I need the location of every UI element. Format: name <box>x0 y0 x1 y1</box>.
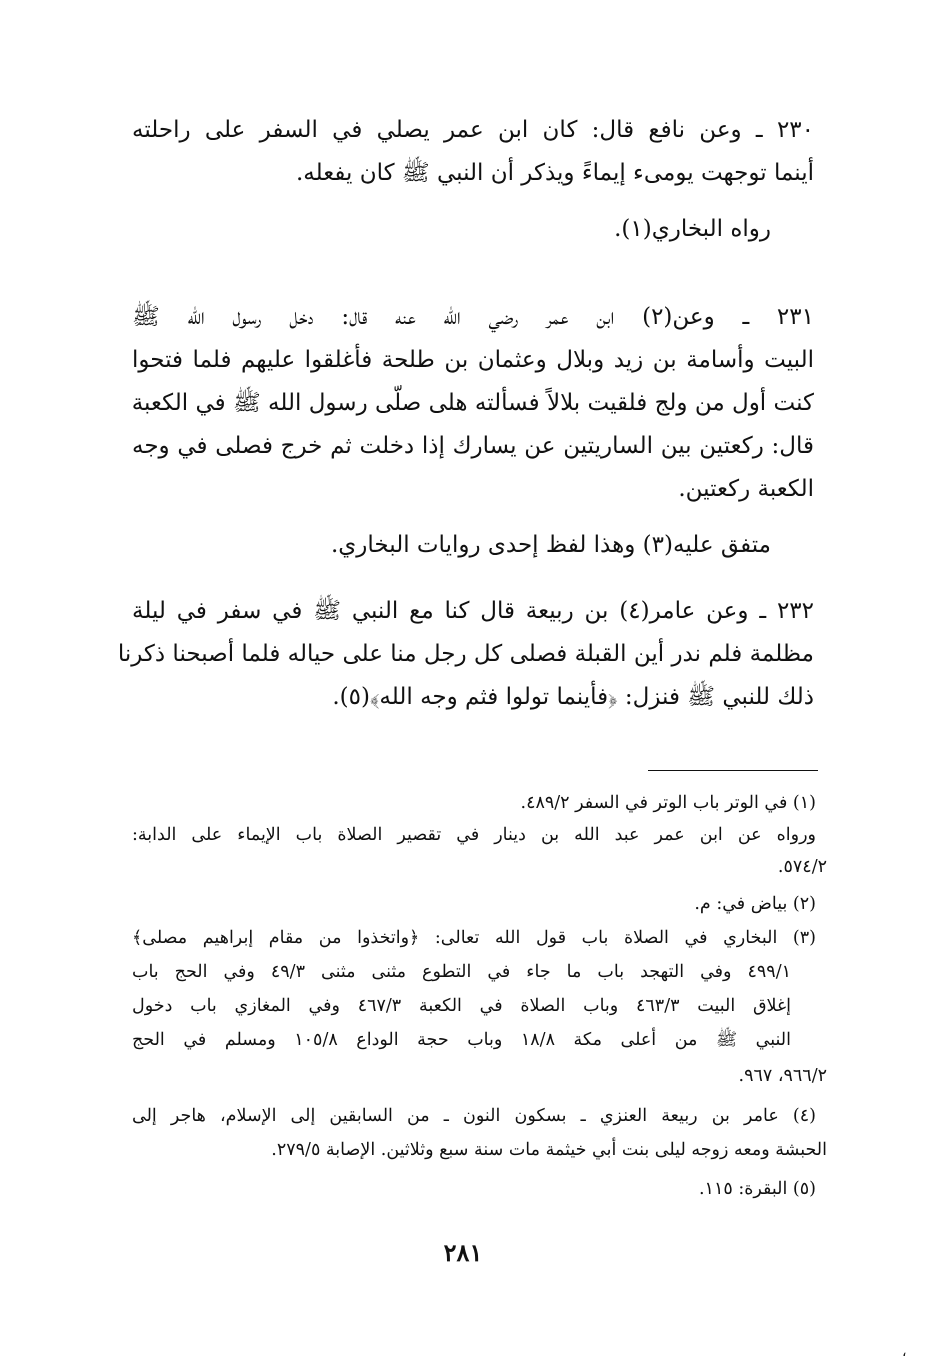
footnote-2: (٢) بياض في: م. <box>694 894 816 914</box>
corner-mark: ، <box>902 1344 907 1360</box>
footnote-3-cont-3: النبي ﷺ من أعلى مكة ١٨/٨ وباب حجة الوداع ١٠٥/٨ ومسلم في الحج <box>132 1030 791 1050</box>
footnote-3-cont-1: ٤٩٩/١ وفي التهجد باب ما جاء في التطوع مثنى مثنى ٤٩/٣ وفي الحج باب <box>132 962 791 982</box>
hadith-230-line-1: ٢٣٠ ـ وعن نافع قال: كان ابن عمر يصلي في السفر على راحلته <box>132 117 814 143</box>
hadith-230-source: رواه البخاري(١). <box>614 216 771 242</box>
hadith-231-line-1: ٢٣١ ـ وعن(٢) ابن عمر رضي الله عنه قال: دخل رسول الله ﷺ <box>132 304 814 330</box>
hadith-231-line-4: قال: ركعتين بين الساريتين عن يسارك إذا دخلت ثم خرج فصلى في وجه <box>132 433 814 459</box>
footnote-3-cont-4: ٩٦٦/٢، ٩٦٧. <box>738 1066 827 1086</box>
footnote-5: (٥) البقرة: ١١٥. <box>698 1179 816 1199</box>
footnote-3: (٣) البخاري في الصلاة باب قول الله تعالى: ﴿واتخذوا من مقام إبراهيم مصلى﴾ <box>132 928 816 948</box>
footnote-3-cont-2: إغلاق البيت ٤٦٣/٣ وباب الصلاة في الكعبة ٤٦٧/٣ وفي المغازي باب دخول <box>132 996 791 1016</box>
hadith-231-line-5: الكعبة ركعتين. <box>678 476 814 502</box>
hadith-231-source: متفق عليه(٣) وهذا لفظ إحدى روايات البخاري. <box>330 532 771 558</box>
footnote-1-cont-2: ٥٧٤/٢. <box>777 857 827 877</box>
hadith-232-line-1: ٢٣٢ ـ وعن عامر(٤) بن ربيعة قال كنا مع النبي ﷺ في سفر في ليلة <box>132 598 814 624</box>
hadith-232-line-2: مظلمة فلم ندر أين القبلة فصلى كل رجل منا على حياله فلما أصبحنا ذكرنا <box>117 641 814 667</box>
hadith-231-line-2: البيت وأسامة بن زيد وبلال وعثمان بن طلحة فأغلقوا عليهم فلما فتحوا <box>132 347 814 373</box>
footnote-separator <box>648 770 818 771</box>
page-number: ٢٨١ <box>443 1238 483 1267</box>
footnote-4: (٤) عامر بن ربيعة العنزي ـ بسكون النون ـ من السابقين إلى الإسلام، هاجر إلى <box>132 1106 816 1126</box>
footnote-4-cont-1: الحبشة ومعه زوجه ليلى بنت أبي خيثمة مات سنة سبع وثلاثين. الإصابة ٢٧٩/٥. <box>271 1140 827 1160</box>
footnote-1-cont-1: ورواه عن ابن عمر عبد الله بن دينار في تقصير الصلاة باب الإيماء على الدابة: <box>132 825 816 845</box>
hadith-232-line-3: ذلك للنبي ﷺ فنزل: ﴿فأينما تولوا فثم وجه الله﴾(٥). <box>332 684 814 710</box>
footnote-1: (١) في الوتر باب الوتر في السفر ٤٨٩/٢. <box>520 793 816 813</box>
hadith-231-line-3: كنت أول من ولج فلقيت بلالاً فسألته هلى صلّى رسول الله ﷺ في الكعبة <box>131 390 814 416</box>
hadith-230-line-2: أينما توجهت يومىء إيماءً ويذكر أن النبي ﷺ كان يفعله. <box>296 160 814 186</box>
